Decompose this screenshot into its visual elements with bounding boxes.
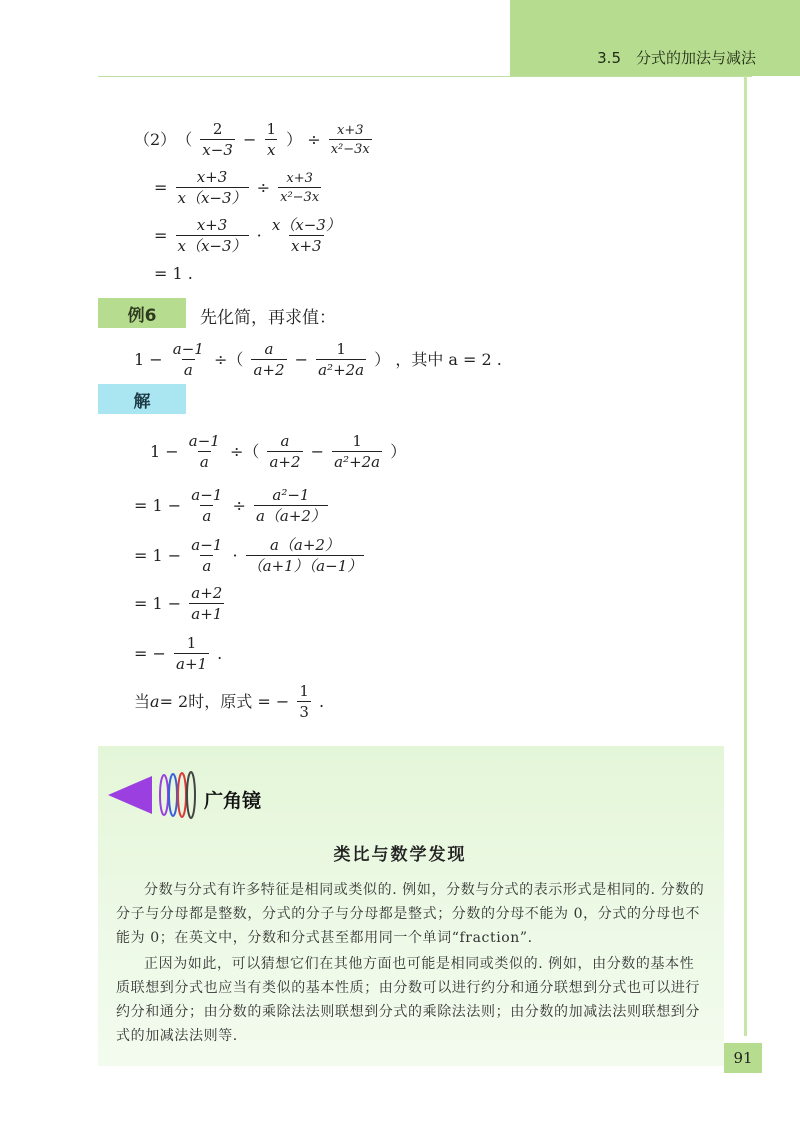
wedge-shape [108, 776, 152, 814]
problem-2-result: = 1 . [154, 264, 193, 283]
fraction: $\frac{1}{\text{a²+2a}}$ [334, 432, 381, 471]
fraction: $\frac{1}{x}$ [266, 120, 277, 159]
fraction: $\frac{1}{3}$ [299, 682, 309, 721]
page-number: 91 [724, 1043, 762, 1073]
example-expression: 1 − $\frac{a-1}{a}$ ÷（ $\frac{a}{a+2}$ − $\frac{1}{\text{a²+2a}}$ ） ，其中 a = 2 . [134, 340, 502, 379]
fraction: $\frac{1}{a+1}$ [176, 634, 208, 673]
fraction: $\frac{a}{a+2}$ [269, 432, 301, 471]
problem-2-line3: = $\frac{x+3}{x(x-3)}$ · $\frac{x(x-3)}{x+3}$ [154, 216, 341, 255]
solution-label: 解 [98, 384, 186, 414]
problem-2-line1: （2）（ $\frac{2}{x-3}$ − $\frac{1}{x}$ ） ÷ $\frac{x+3}{\text{x²−3x}}$ [134, 120, 370, 159]
solution-line1: 1 − $\frac{a-1}{a}$ ÷（ $\frac{a}{a+2}$ − $\frac{1}{\text{a²+2a}}$ ） [150, 432, 407, 471]
fraction: $\frac{a(a+2)}{(a+1)(a-1)}$ [247, 536, 363, 575]
fraction: $\frac{\text{a²−1}}{a(a+2)}$ [255, 486, 326, 525]
ring-shape [178, 773, 186, 817]
header-rule [98, 76, 752, 77]
fraction: $\frac{x+3}{x(x-3)}$ [177, 168, 247, 207]
ring-shape [169, 774, 177, 816]
solution-line3: = 1 − $\frac{a-1}{a}$ · $\frac{a(a+2)}{(a+1)(a-1)}$ [134, 536, 363, 575]
margin-rule [744, 76, 747, 1036]
fraction: $\frac{x(x-3)}{x+3}$ [271, 216, 341, 255]
fraction: $\frac{x+3}{\text{x²−3x}}$ [280, 171, 320, 205]
example-label: 例6 [98, 298, 186, 328]
fraction: $\frac{a-1}{a}$ [172, 340, 204, 379]
fraction: $\frac{a-1}{a}$ [191, 536, 223, 575]
fraction: $\frac{a-1}{a}$ [191, 486, 223, 525]
solution-conclusion: 当a= 2时，原式 = − $\frac{1}{3}$ . [134, 682, 325, 721]
ring-shape [160, 775, 168, 815]
paragraph-2: 正因为如此，可以猜想它们在其他方面也可能是相同或类似的. 例如，由分数的基本性质联想到分式也应当有类似的基本性质；由分数可以进行约分和通分联想到分式也可以进行约分和通分；由分数的乘除法法则联想到分式的乘除法法则；由分数的加减法法则联想到分式的加减法法则等. [116, 956, 700, 1044]
fraction: $\frac{x+3}{x(x-3)}$ [177, 216, 247, 255]
example-prompt: 先化简，再求值： [200, 308, 336, 328]
fraction: $\frac{1}{\text{a²+2a}}$ [318, 340, 365, 379]
article-title: 类比与数学发现 [333, 845, 467, 865]
fraction: $\frac{a-1}{a}$ [188, 432, 220, 471]
problem-2-line2: = $\frac{x+3}{x(x-3)}$ ÷ $\frac{x+3}{\text{x²−3x}}$ [154, 168, 320, 207]
ring-shape [187, 772, 195, 818]
solution-line4: = 1 − $\frac{a+2}{a+1}$ [134, 584, 223, 623]
fraction: $\frac{a}{a+2}$ [253, 340, 285, 379]
solution-line5: = − $\frac{1}{a+1}$ . [134, 634, 223, 673]
solution-line2: = 1 − $\frac{a-1}{a}$ ÷ $\frac{\text{a²−1}}{a(a+2)}$ [134, 486, 326, 525]
wide-angle-title: 广角镜 [204, 790, 262, 812]
fraction: $\frac{x+3}{\text{x²−3x}}$ [330, 123, 370, 157]
fraction: $\frac{a+2}{a+1}$ [191, 584, 223, 623]
section-title: 3.5 分式的加法与减法 [597, 49, 756, 67]
fraction: $\frac{2}{x-3}$ [202, 120, 233, 159]
paragraph-1: 分数与分式有许多特征是相同或类似的. 例如，分数与分式的表示形式是相同的. 分数的分子与分母都是整数，分式的分子与分母都是整式；分数的分母不能为 0，分式的分母也不能为 0；在英文中，分数和分式甚至都用同一个单词“fraction”. [116, 882, 705, 946]
wide-angle-icon [106, 770, 198, 820]
